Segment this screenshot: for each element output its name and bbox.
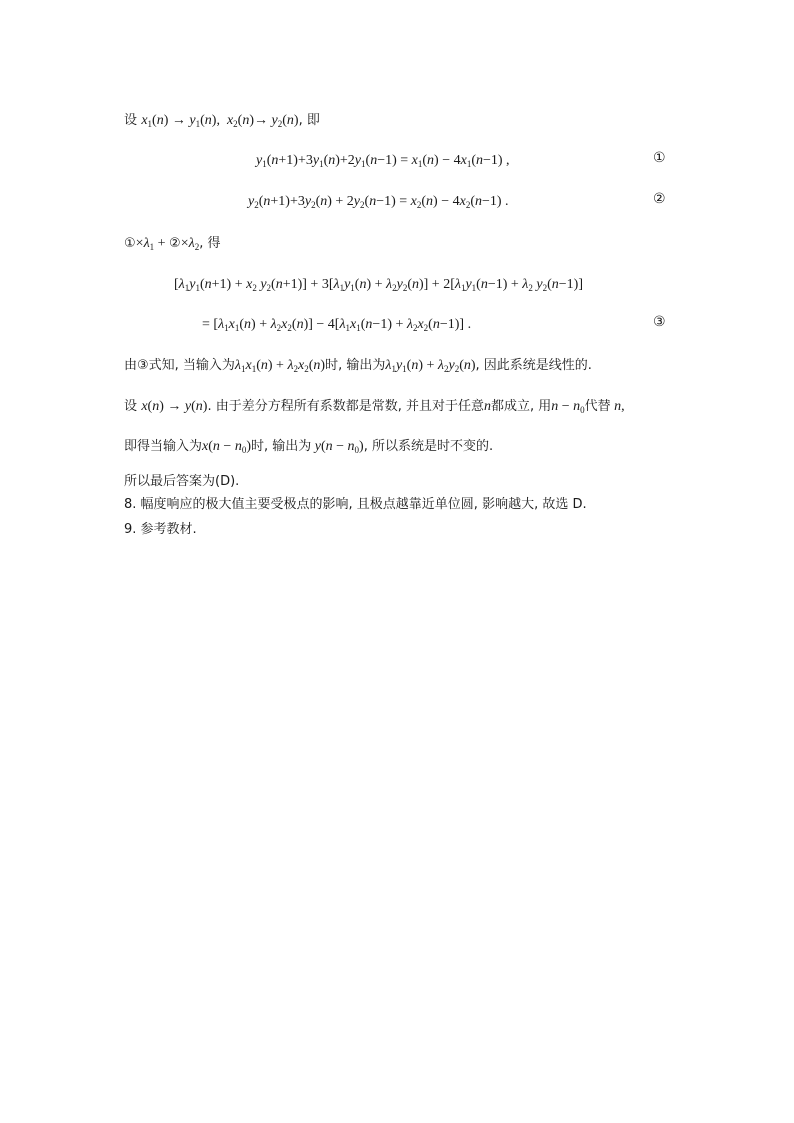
item-8: 8. 幅度响应的极大值主要受极点的影响, 且极点越靠近单位圆, 影响越大, 故选 D. (124, 497, 587, 512)
intro-suffix: , 即 (298, 113, 320, 128)
intro-line (124, 110, 320, 131)
equation-2: $y_2(n+1)+3y_2(n) + 2y_2(n-1) = x_2(n) - 4x_2(n-1)$ . (248, 194, 509, 210)
final-answer: 所以最后答案为(D). (124, 474, 240, 489)
intro-prefix: 设 (124, 113, 138, 128)
equation-3-line-1: [$\lambda_1y_1(n+1) + x_2$ $y_2(n+1)] + 3[\lambda_1y_1(n) + \lambda_2y_2(n)] + 2[\lambda_1y_1(n-1) + \lambda_2$ $y_2(n-1)$] (174, 277, 583, 293)
intro-math: $x_1(n) \to y_1(n)$, $x_2(n)\to y_2(n)$ (141, 113, 299, 129)
linearity-conclusion: 由③式知, 当输入为$\lambda_1x_1(n) + \lambda_2x_2(n)$时, 输出为$\lambda_1y_1(n) + \lambda_2y_2(n)$, 因此系统是线性的. (124, 358, 592, 374)
time-invariance-line-2: 即得当输入为$x(n - n_0)$时, 输出为 $y(n - n_0)$, 所以系统是时不变的. (124, 439, 494, 455)
equation-3-line-2: = $[\lambda_1x_1(n) + \lambda_2x_2(n)] - 4[\lambda_1x_1(n-1) + \lambda_2x_2(n-1)]$ . (202, 317, 472, 333)
equation-3-number: ③ (653, 314, 666, 330)
equation-1: $y_1(n+1)+3y_1(n)+2y_1(n-1) = x_1(n) - 4x_1(n-1)$ , (256, 153, 510, 169)
combination-line: $①\times\lambda_1$ + $②\times\lambda_2$, 得 (124, 236, 221, 252)
equation-1-number: ① (653, 150, 666, 166)
time-invariance-line-1: 设 x(n) → y(n). 由于差分方程所有系数都是常数, 并且对于任意n都成立, 用$n - n_0$代替 n, (124, 399, 625, 415)
equation-2-number: ② (653, 191, 666, 207)
combo-suffix: , 得 (199, 236, 221, 251)
item-9: 9. 参考教材. (124, 522, 197, 537)
